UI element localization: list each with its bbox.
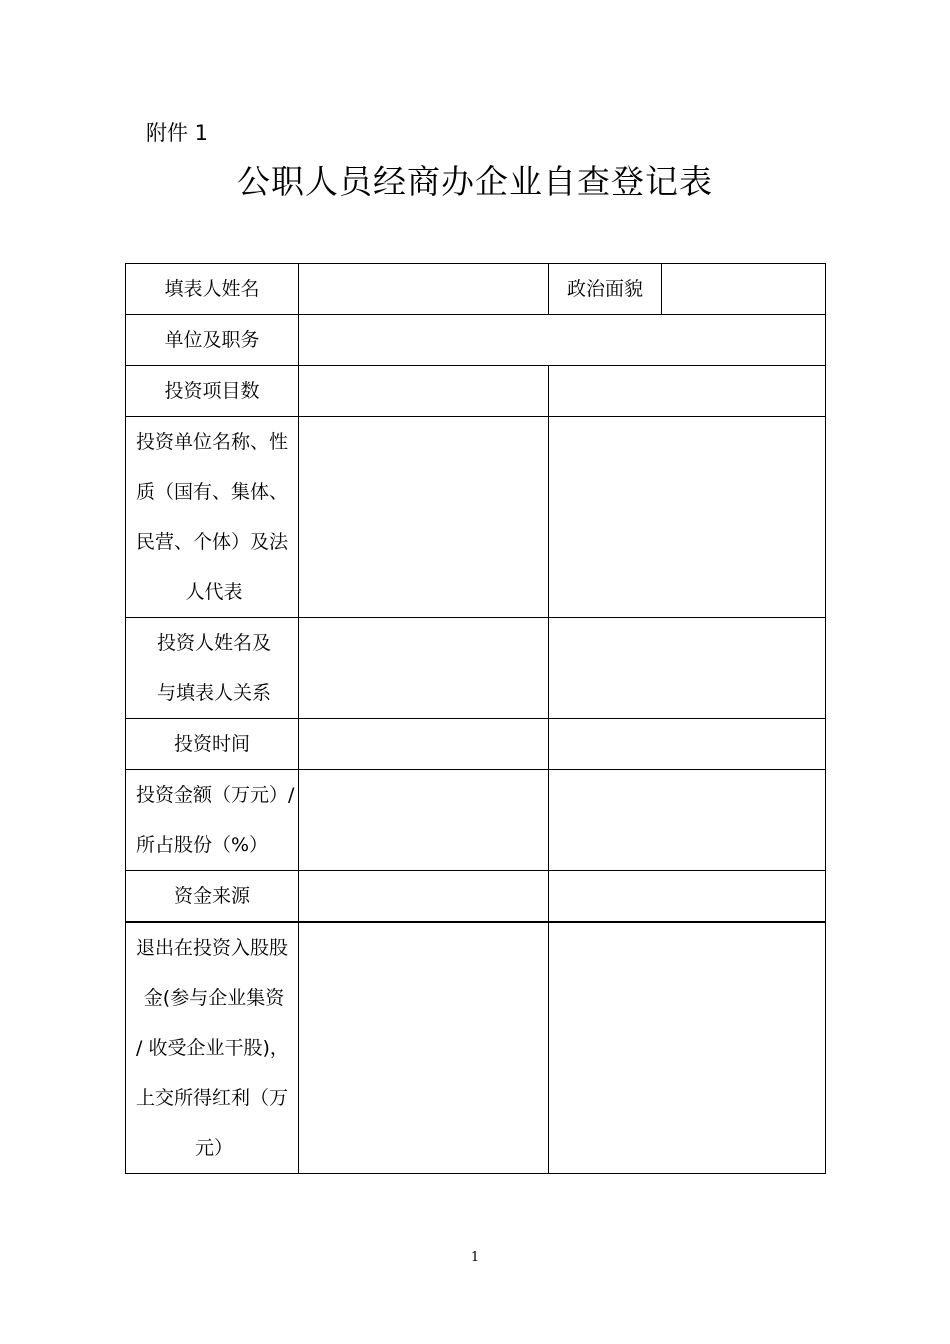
amount-label-line: 所占股份（%）: [136, 834, 269, 856]
amount-cell-2[interactable]: [549, 770, 826, 871]
attachment-label: 附件 1: [146, 121, 209, 145]
investor-label-line: 与填表人关系: [156, 682, 271, 704]
investment-time-label: 投资时间: [126, 719, 299, 770]
table-row: [126, 719, 826, 770]
withdrawal-label-line: 上交所得红利（万: [136, 1087, 289, 1109]
amount-label-line: 投资金额（万元）/: [136, 784, 295, 806]
political-status-label: 政治面貌: [549, 264, 662, 315]
table-row: [126, 618, 826, 719]
investment-time-cell-1[interactable]: [299, 719, 549, 770]
filler-name-label: 填表人姓名: [126, 264, 299, 315]
company-info-cell-1[interactable]: [299, 417, 549, 618]
table-row: [126, 366, 826, 417]
page-title: 公职人员经商办企业自查登记表: [237, 162, 713, 201]
unit-position-label: 单位及职务: [126, 315, 299, 366]
unit-position-cell[interactable]: [299, 315, 826, 366]
investor-cell-1[interactable]: [299, 618, 549, 719]
fund-source-cell-1[interactable]: [299, 871, 549, 923]
withdrawal-cell-2[interactable]: [549, 922, 826, 1174]
investor-label-line: 投资人姓名及: [156, 632, 271, 654]
investor-cell-2[interactable]: [549, 618, 826, 719]
table-row: [126, 770, 826, 871]
filler-name-cell[interactable]: [299, 264, 549, 315]
withdrawal-label: [126, 922, 299, 1174]
company-info-label-line: 人代表: [185, 581, 243, 603]
table-row: [126, 417, 826, 618]
withdrawal-label-line: 金(参与企业集资: [143, 987, 285, 1009]
self-check-registration-form: [125, 263, 826, 1174]
project-count-cell-1[interactable]: [299, 366, 549, 417]
amount-cell-1[interactable]: [299, 770, 549, 871]
fund-source-label: 资金来源: [126, 871, 299, 923]
table-row: [126, 871, 826, 923]
table-row: [126, 922, 826, 1174]
amount-label: [126, 770, 299, 871]
withdrawal-label-line: 退出在投资入股股: [136, 937, 289, 959]
investment-time-cell-2[interactable]: [549, 719, 826, 770]
company-info-label-line: 投资单位名称、性: [136, 431, 289, 453]
company-info-cell-2[interactable]: [549, 417, 826, 618]
company-info-label-line: 质（国有、集体、: [136, 481, 289, 503]
fund-source-cell-2[interactable]: [549, 871, 826, 923]
company-info-label: [126, 417, 299, 618]
table-row: [126, 315, 826, 366]
investor-label: [126, 618, 299, 719]
withdrawal-label-line: / 收受企业干股)，: [136, 1037, 289, 1059]
project-count-cell-2[interactable]: [549, 366, 826, 417]
page-number: 1: [470, 1250, 480, 1265]
table-row: [126, 264, 826, 315]
withdrawal-label-line: 元）: [194, 1137, 233, 1159]
company-info-label-line: 民营、个体）及法: [136, 531, 289, 553]
political-status-cell[interactable]: [662, 264, 826, 315]
project-count-label: 投资项目数: [126, 366, 299, 417]
withdrawal-cell-1[interactable]: [299, 922, 549, 1174]
